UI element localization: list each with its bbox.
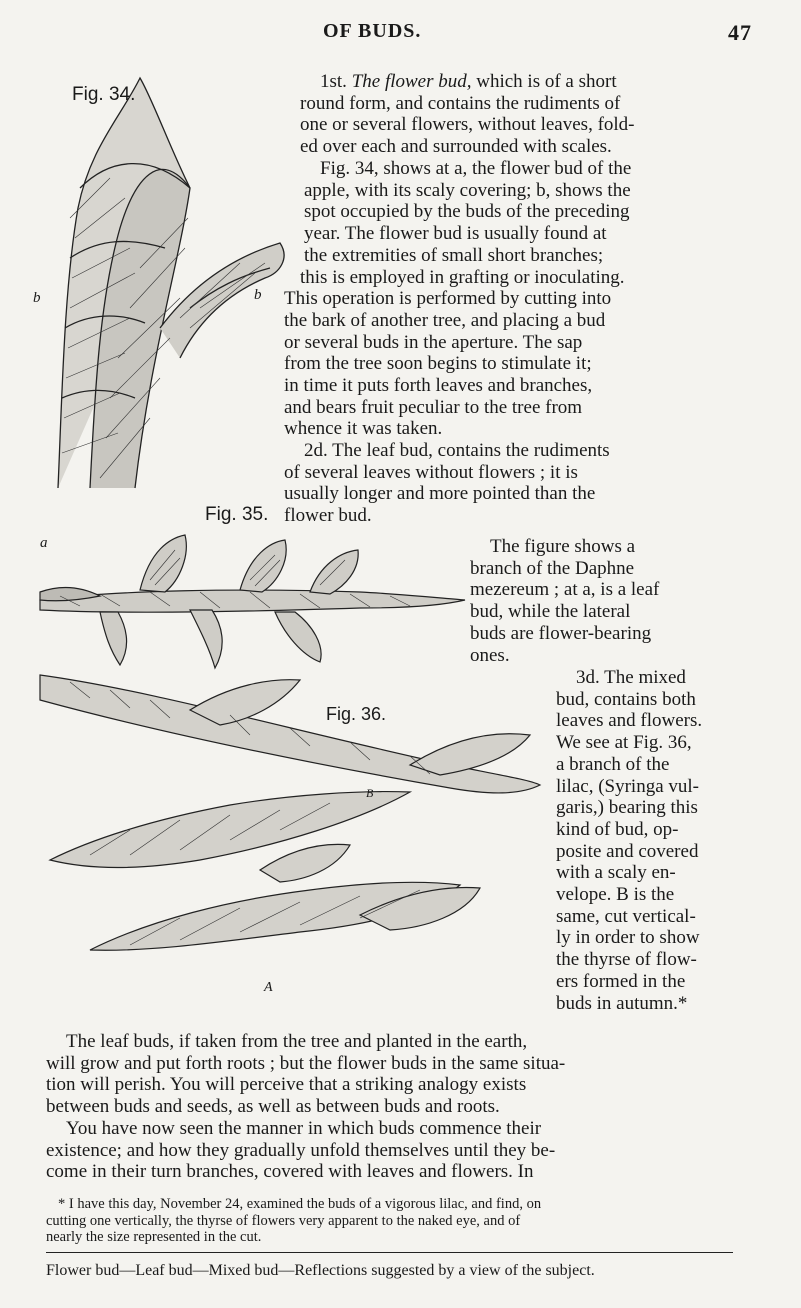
p5-line-9: posite and covered [556,840,699,862]
paragraph-daphne [470,536,732,666]
p6-line-2: will grow and put forth roots ; but the flower buds in the same situa- [46,1052,566,1074]
fig36-letter-b: B [366,786,374,800]
fig36-label: Fig. 36. [326,704,387,724]
p2-line-1: Fig. 34, shows at a, the flower bud of the [320,158,632,179]
fig34-letter-b-left: b [33,290,41,306]
p5-line-6: lilac, (Syringa vul- [556,775,699,797]
p5-line-16: buds in autumn.* [556,992,688,1014]
p1-line-1: 1st. The flower bud, which is of a short [320,71,617,92]
p5-line-11: velope. B is the [556,884,675,906]
p1-line-3: one or several flowers, without leaves, fold- [300,114,635,136]
fig35-letter-a: a [40,535,48,551]
paragraph-leaf-bud [284,440,733,527]
p1-italic: The flower bud, [351,71,472,92]
p5-line-1: 3d. The mixed [576,667,686,688]
p1-line-4: ed over each and surrounded with scales. [300,136,612,158]
p2-line-8: the bark of another tree, and placing a bud [284,309,606,331]
p5-line-3: leaves and flowers. [556,710,703,732]
footnote-line-1: * I have this day, November 24, examined the buds of a vigorous lilac, and find, on [58,1196,542,1212]
p5-line-14: the thyrse of flow- [556,949,697,971]
p3-line-4: flower bud. [284,505,372,527]
p2-line-11: in time it puts forth leaves and branches, [284,375,593,397]
p5-line-12: same, cut vertical- [556,905,696,927]
fig34-label: Fig. 34. [72,84,136,105]
p4-line-1: The figure shows a [490,536,636,557]
p5-line-2: bud, contains both [556,688,696,710]
p1-line-2: round form, and contains the rudiments of [300,92,621,114]
footnote-line-2: cutting one vertically, the thyrse of flowers very apparent to the naked eye, and of [46,1212,521,1229]
paragraph-buds-commence [46,1118,733,1183]
p5-line-13: ly in order to show [556,927,700,949]
p2-line-12: and bears fruit peculiar to the tree from [284,396,583,418]
p2-line-2: apple, with its scaly covering; b, shows the [304,179,631,201]
p7-line-1: You have now seen the manner in which buds commence their [66,1118,542,1139]
p5-line-15: ers formed in the [556,970,686,992]
p5-line-5: a branch of the [556,753,670,775]
p4-line-4: bud, while the lateral [470,601,631,623]
p5-line-4: We see at Fig. 36, [556,732,692,754]
fig36-letter-a: A [264,980,273,995]
page-number: 47 [728,20,752,45]
p2-line-4: year. The flower bud is usually found at [304,223,607,245]
p2-line-3: spot occupied by the buds of the preceding [304,201,630,223]
paragraph-flower-bud [300,71,733,158]
p4-line-6: ones. [470,644,510,666]
p3-line-1: 2d. The leaf bud, contains the rudiments [304,440,610,461]
p2-line-10: from the tree soon begins to stimulate it; [284,353,592,375]
p2-line-5: the extremities of small short branches; [304,244,604,266]
paragraph-leaf-buds-planted [46,1031,733,1118]
footnote-divider [46,1252,733,1253]
fig34-letter-b-right: b [254,287,262,303]
p4-line-3: mezereum ; at a, is a leaf [470,579,660,601]
p2-line-9: or several buds in the aperture. The sap [284,331,583,353]
fig34-apple-bud-illustration [40,58,300,498]
fig36-lilac-branch-illustration [30,670,550,1000]
p3-line-3: usually longer and more pointed than the [284,483,596,505]
paragraph-mixed-bud [556,667,732,1014]
p2-line-6: this is employed in grafting or inoculating. [300,266,625,288]
p5-line-10: with a scaly en- [556,862,676,884]
p4-line-2: branch of the Daphne [470,557,635,579]
p6-line-1: The leaf buds, if taken from the tree and planted in the earth, [66,1031,528,1052]
footnote-line-3: nearly the size represented in the cut. [46,1229,262,1245]
p6-line-4: between buds and seeds, as well as between buds and roots. [46,1096,500,1118]
paragraph-fig34-description [278,158,733,440]
p2-line-7: This operation is performed by cutting into [284,288,612,310]
p3-line-2: of several leaves without flowers ; it is [284,461,578,483]
p2-line-13: whence it was taken. [284,418,443,440]
p7-line-2: existence; and how they gradually unfold themselves until they be- [46,1139,556,1161]
fig35-label: Fig. 35. [205,504,269,525]
fig35-daphne-branch-illustration [40,530,470,670]
p4-line-5: buds are flower-bearing [470,622,652,644]
p7-line-3: come in their turn branches, covered with leaves and flowers. In [46,1161,534,1183]
chapter-summary: Flower bud—Leaf bud—Mixed bud—Reflections suggested by a view of the subject. [46,1262,595,1279]
running-head: OF BUDS. [323,20,422,42]
footnote [46,1196,733,1246]
p5-line-8: kind of bud, op- [556,818,679,840]
p5-line-7: garis,) bearing this [556,797,698,819]
p6-line-3: tion will perish. You will perceive that a striking analogy exists [46,1074,527,1096]
